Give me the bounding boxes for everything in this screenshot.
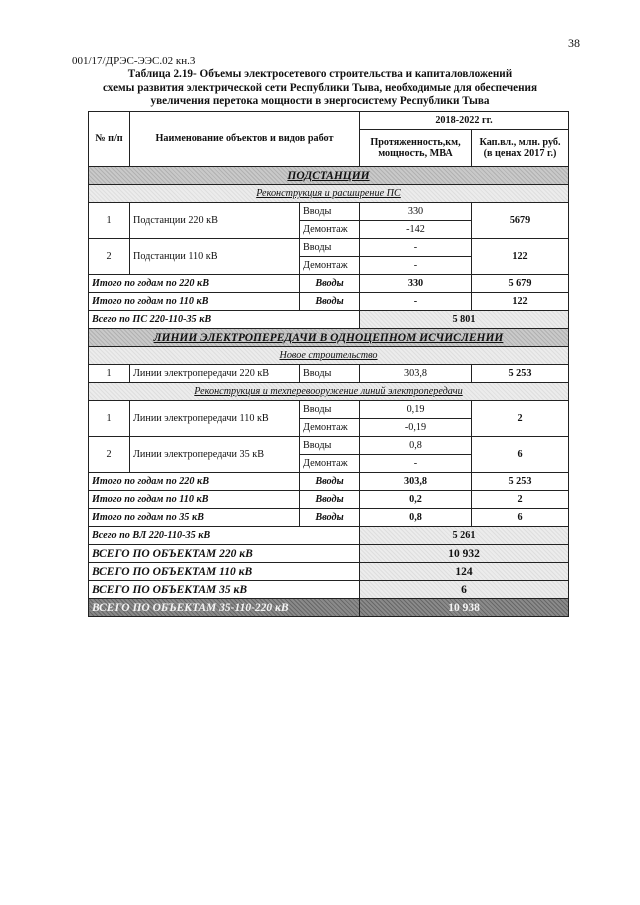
summary-label: ВСЕГО ПО ОБЪЕКТАМ 35 кВ: [89, 581, 360, 599]
final-total-value: 10 938: [360, 599, 569, 617]
table-row: [89, 437, 569, 455]
subsection-title: Реконструкция и расширение ПС: [89, 185, 569, 203]
total-label: Итого по годам по 110 кВ: [89, 491, 300, 509]
grand-total-value: 5 261: [360, 527, 569, 545]
grand-total-row: [89, 527, 569, 545]
row-capex: 5 253: [472, 365, 569, 383]
header-name: Наименование объектов и видов работ: [130, 112, 360, 167]
total-value: 0,2: [360, 491, 472, 509]
table-row: [89, 239, 569, 257]
row-value: -: [360, 455, 472, 473]
row-name: Подстанции 220 кВ: [130, 203, 300, 239]
row-value: -: [360, 257, 472, 275]
subsection-row: [89, 185, 569, 203]
caption-line: схемы развития электрической сети Республики Тыва, необходимые для обеспечения: [102, 81, 538, 94]
document-code: 001/17/ДРЭС-ЭЭС.02 кн.3: [72, 55, 196, 67]
total-work: Вводы: [300, 473, 360, 491]
total-label: Итого по годам по 35 кВ: [89, 509, 300, 527]
subsection-title: Реконструкция и техперевооружение линий электропередачи: [89, 383, 569, 401]
total-value: -: [360, 293, 472, 311]
summary-value: 10 932: [360, 545, 569, 563]
section-row: [89, 167, 569, 185]
page-number: 38: [568, 36, 580, 50]
total-value: 0,8: [360, 509, 472, 527]
row-num: 1: [89, 401, 130, 437]
header-capex: Кап.вл., млн. руб. (в ценах 2017 г.): [472, 130, 569, 167]
caption-line: Таблица 2.19- Объемы электросетевого строительства и капиталовложений: [127, 68, 513, 80]
grand-total-label: Всего по ПС 220-110-35 кВ: [89, 311, 360, 329]
summary-label: ВСЕГО ПО ОБЪЕКТАМ 110 кВ: [89, 563, 360, 581]
total-label: Итого по годам по 220 кВ: [89, 275, 300, 293]
row-work: Вводы: [300, 203, 360, 221]
row-work: Вводы: [300, 437, 360, 455]
grand-total-row: [89, 311, 569, 329]
total-row: [89, 491, 569, 509]
header-num: № п/п: [89, 112, 130, 167]
row-capex: 2: [472, 401, 569, 437]
header-length: Протяженность,км, мощность, МВА: [360, 130, 472, 167]
subsection-title: Новое строительство: [89, 347, 569, 365]
total-label: Итого по годам по 110 кВ: [89, 293, 300, 311]
total-row: [89, 509, 569, 527]
final-total-label: ВСЕГО ПО ОБЪЕКТАМ 35-110-220 кВ: [89, 599, 360, 617]
total-row: [89, 275, 569, 293]
total-capex: 2: [472, 491, 569, 509]
subsection-row: [89, 347, 569, 365]
row-num: 1: [89, 203, 130, 239]
grand-total-label: Всего по ВЛ 220-110-35 кВ: [89, 527, 360, 545]
summary-row: [89, 563, 569, 581]
row-num: 2: [89, 239, 130, 275]
row-value: -0,19: [360, 419, 472, 437]
row-work: Вводы: [300, 239, 360, 257]
row-capex: 5679: [472, 203, 569, 239]
header-row: [89, 112, 569, 130]
row-value: -: [360, 239, 472, 257]
row-capex: 122: [472, 239, 569, 275]
total-row: [89, 473, 569, 491]
row-num: 1: [89, 365, 130, 383]
total-work: Вводы: [300, 275, 360, 293]
total-capex: 5 679: [472, 275, 569, 293]
total-work: Вводы: [300, 293, 360, 311]
table-caption: [70, 68, 570, 109]
total-capex: 6: [472, 509, 569, 527]
grand-total-value: 5 801: [360, 311, 569, 329]
row-value: 330: [360, 203, 472, 221]
row-work: Вводы: [300, 401, 360, 419]
total-capex: 122: [472, 293, 569, 311]
total-work: Вводы: [300, 509, 360, 527]
total-capex: 5 253: [472, 473, 569, 491]
header-period: 2018-2022 гг.: [360, 112, 569, 130]
row-num: 2: [89, 437, 130, 473]
final-total-row: [89, 599, 569, 617]
section-substations-title: ПОДСТАНЦИИ: [89, 167, 569, 185]
summary-row: [89, 545, 569, 563]
row-work: Демонтаж: [300, 419, 360, 437]
table-row: [89, 365, 569, 383]
row-work: Демонтаж: [300, 221, 360, 239]
investment-table: [88, 111, 569, 617]
total-value: 330: [360, 275, 472, 293]
summary-row: [89, 581, 569, 599]
total-row: [89, 293, 569, 311]
summary-value: 124: [360, 563, 569, 581]
subsection-row: [89, 383, 569, 401]
row-name: Линии электропередачи 35 кВ: [130, 437, 300, 473]
total-value: 303,8: [360, 473, 472, 491]
table-row: [89, 401, 569, 419]
row-work: Вводы: [300, 365, 360, 383]
total-label: Итого по годам по 220 кВ: [89, 473, 300, 491]
row-work: Демонтаж: [300, 257, 360, 275]
row-value: -142: [360, 221, 472, 239]
total-work: Вводы: [300, 491, 360, 509]
section-lines-title: ЛИНИИ ЭЛЕКТРОПЕРЕДАЧИ В ОДНОЦЕПНОМ ИСЧИСЛЕНИИ: [89, 329, 569, 347]
row-name: Подстанции 110 кВ: [130, 239, 300, 275]
row-work: Демонтаж: [300, 455, 360, 473]
caption-line: увеличения перетока мощности в энергосистему Республики Тыва: [150, 95, 490, 107]
row-name: Линии электропередачи 110 кВ: [130, 401, 300, 437]
summary-value: 6: [360, 581, 569, 599]
row-value: 0,8: [360, 437, 472, 455]
table-row: [89, 203, 569, 221]
row-capex: 6: [472, 437, 569, 473]
row-value: 303,8: [360, 365, 472, 383]
row-name: Линии электропередачи 220 кВ: [130, 365, 300, 383]
section-row: [89, 329, 569, 347]
summary-label: ВСЕГО ПО ОБЪЕКТАМ 220 кВ: [89, 545, 360, 563]
row-value: 0,19: [360, 401, 472, 419]
